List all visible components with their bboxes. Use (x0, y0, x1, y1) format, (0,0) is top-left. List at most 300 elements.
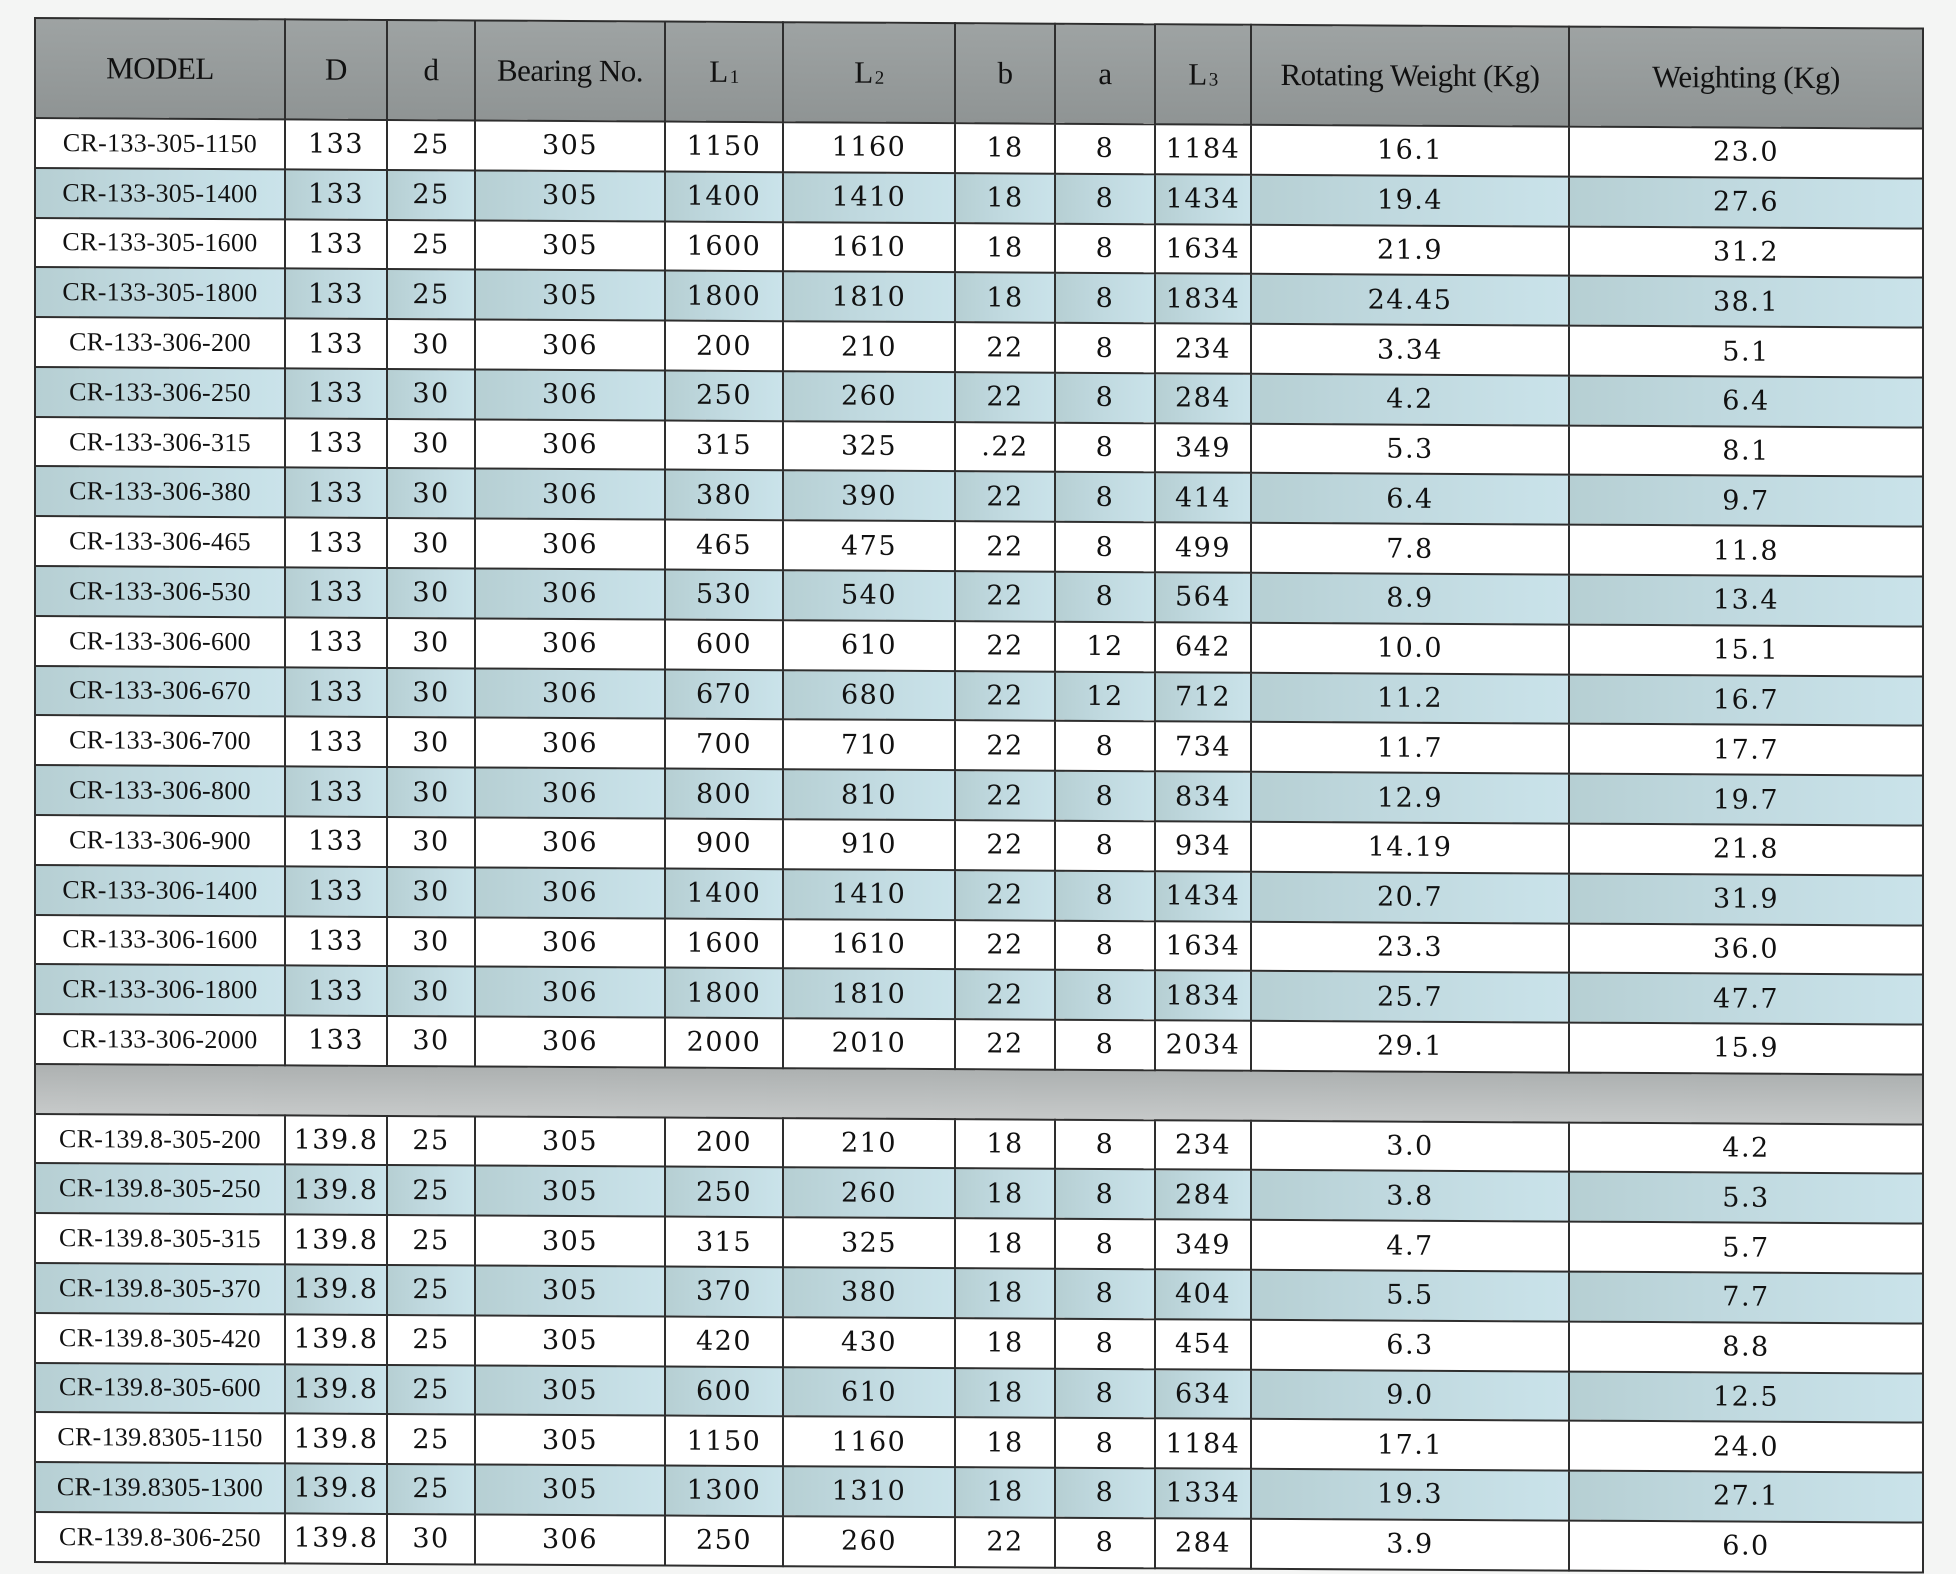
cell-l2: 680 (783, 670, 955, 721)
cell-bearing-no: 306 (475, 967, 665, 1018)
cell-l2: 710 (783, 720, 955, 771)
cell-a: 8 (1055, 821, 1155, 871)
cell-outer-diameter: 139.8 (285, 1215, 387, 1265)
cell-outer-diameter: 133 (285, 169, 387, 219)
header-a: a (1055, 24, 1155, 125)
cell-b: 22 (955, 671, 1055, 721)
cell-l3: 1184 (1155, 1419, 1251, 1469)
cell-l2: 210 (783, 321, 955, 372)
cell-a: 8 (1055, 771, 1155, 821)
cell-l3: 234 (1155, 323, 1251, 373)
cell-outer-diameter: 139.8 (285, 1264, 387, 1314)
cell-bearing-no: 305 (475, 1116, 665, 1167)
cell-b: 22 (955, 770, 1055, 820)
cell-shaft-diameter: 30 (387, 916, 475, 966)
cell-weighting: 38.1 (1569, 276, 1923, 328)
cell-a: 8 (1055, 472, 1155, 522)
cell-outer-diameter: 133 (285, 717, 387, 767)
cell-l1: 700 (665, 719, 783, 769)
cell-l1: 1600 (665, 918, 783, 968)
cell-outer-diameter: 133 (285, 567, 387, 617)
cell-l3: 284 (1155, 1518, 1251, 1569)
cell-shaft-diameter: 30 (387, 668, 475, 718)
cell-b: 18 (955, 1218, 1055, 1268)
cell-l1: 1150 (665, 122, 783, 172)
cell-b: 22 (955, 521, 1055, 571)
cell-l3: 1834 (1155, 274, 1251, 324)
cell-bearing-no: 306 (475, 568, 665, 619)
cell-model: CR-133-306-1400 (35, 865, 285, 916)
cell-rotating-weight: 6.3 (1251, 1320, 1569, 1372)
cell-rotating-weight: 17.1 (1251, 1419, 1569, 1471)
cell-shaft-diameter: 25 (387, 1464, 475, 1514)
cell-rotating-weight: 20.7 (1251, 872, 1569, 924)
cell-model: CR-133-306-1800 (35, 964, 285, 1015)
cell-bearing-no: 306 (475, 369, 665, 420)
cell-bearing-no: 305 (475, 1265, 665, 1316)
cell-weighting: 17.7 (1569, 724, 1923, 776)
header-bearing-no: Bearing No. (475, 20, 665, 121)
cell-l1: 1600 (665, 221, 783, 271)
cell-l1: 315 (665, 420, 783, 470)
cell-model: CR-133-305-1800 (35, 267, 285, 318)
cell-b: 22 (955, 1019, 1055, 1069)
cell-l2: 390 (783, 471, 955, 522)
cell-a: 8 (1055, 223, 1155, 273)
cell-a: 8 (1055, 173, 1155, 223)
cell-rotating-weight: 24.45 (1251, 274, 1569, 326)
cell-model: CR-133-306-1600 (35, 915, 285, 966)
cell-shaft-diameter: 25 (387, 1265, 475, 1315)
cell-a: 8 (1055, 422, 1155, 472)
cell-b: 18 (955, 1119, 1055, 1169)
cell-shaft-diameter: 25 (387, 269, 475, 319)
cell-rotating-weight: 3.8 (1251, 1170, 1569, 1222)
cell-model: CR-133-306-700 (35, 715, 285, 766)
cell-bearing-no: 305 (475, 1415, 665, 1466)
cell-model: CR-133-306-670 (35, 666, 285, 717)
cell-rotating-weight: 4.2 (1251, 374, 1569, 426)
table-row (35, 1512, 1923, 1573)
cell-a: 8 (1055, 273, 1155, 323)
cell-weighting: 21.8 (1569, 824, 1923, 876)
cell-a: 8 (1055, 721, 1155, 771)
cell-l3: 1434 (1155, 174, 1251, 224)
cell-l2: 210 (783, 1118, 955, 1169)
cell-rotating-weight: 5.3 (1251, 423, 1569, 475)
cell-l2: 325 (783, 421, 955, 472)
cell-bearing-no: 305 (475, 170, 665, 221)
cell-shaft-diameter: 25 (387, 1116, 475, 1166)
cell-rotating-weight: 14.19 (1251, 822, 1569, 874)
cell-l1: 250 (665, 1167, 783, 1217)
cell-l3: 1634 (1155, 921, 1251, 971)
cell-weighting: 47.7 (1569, 973, 1923, 1025)
cell-l1: 1150 (665, 1416, 783, 1466)
cell-l1: 900 (665, 818, 783, 868)
cell-bearing-no: 305 (475, 1465, 665, 1516)
cell-l1: 250 (665, 370, 783, 420)
cell-rotating-weight: 11.7 (1251, 722, 1569, 774)
cell-outer-diameter: 139.8 (285, 1414, 387, 1464)
cell-a: 8 (1055, 124, 1155, 174)
cell-l3: 1634 (1155, 224, 1251, 274)
cell-model: CR-139.8-306-250 (35, 1512, 285, 1564)
cell-bearing-no: 306 (475, 1017, 665, 1068)
header-l3: L 3 (1155, 24, 1251, 125)
cell-model: CR-133-306-380 (35, 466, 285, 517)
cell-b: 18 (955, 1268, 1055, 1318)
cell-l2: 260 (783, 371, 955, 422)
cell-weighting: 31.9 (1569, 873, 1923, 925)
roller-spec-table (34, 17, 1924, 1574)
cell-shaft-diameter: 30 (387, 767, 475, 817)
cell-weighting: 4.2 (1569, 1122, 1923, 1174)
cell-b: 22 (955, 920, 1055, 970)
cell-outer-diameter: 133 (285, 468, 387, 518)
cell-model: CR-133-306-2000 (35, 1014, 285, 1065)
cell-bearing-no: 306 (475, 917, 665, 968)
cell-l1: 465 (665, 520, 783, 570)
cell-outer-diameter: 133 (285, 966, 387, 1016)
header-l2: L 2 (783, 22, 955, 123)
cell-model: CR-139.8-305-250 (35, 1163, 285, 1214)
cell-l3: 564 (1155, 572, 1251, 622)
cell-l2: 1610 (783, 919, 955, 970)
cell-outer-diameter: 133 (285, 816, 387, 866)
cell-l1: 315 (665, 1217, 783, 1267)
cell-rotating-weight: 16.1 (1251, 125, 1569, 177)
cell-b: 18 (955, 1318, 1055, 1368)
cell-l3: 1834 (1155, 971, 1251, 1021)
cell-b: 18 (955, 1368, 1055, 1418)
header-shaft-diameter: d (387, 20, 475, 120)
cell-weighting: 7.7 (1569, 1272, 1923, 1324)
cell-l3: 712 (1155, 672, 1251, 722)
cell-a: 8 (1055, 1468, 1155, 1518)
cell-l2: 1410 (783, 869, 955, 920)
cell-rotating-weight: 9.0 (1251, 1369, 1569, 1421)
header-model: MODEL (35, 18, 285, 119)
cell-weighting: 5.3 (1569, 1172, 1923, 1224)
cell-weighting: 8.1 (1569, 425, 1923, 477)
cell-weighting: 5.7 (1569, 1222, 1923, 1274)
cell-l2: 2010 (783, 1018, 955, 1069)
cell-weighting: 36.0 (1569, 923, 1923, 975)
cell-l1: 380 (665, 470, 783, 520)
cell-l3: 2034 (1155, 1020, 1251, 1070)
cell-l1: 800 (665, 769, 783, 819)
cell-a: 8 (1055, 572, 1155, 622)
cell-l2: 380 (783, 1267, 955, 1318)
cell-rotating-weight: 23.3 (1251, 921, 1569, 973)
cell-bearing-no: 305 (475, 1216, 665, 1267)
cell-l1: 670 (665, 669, 783, 719)
cell-outer-diameter: 133 (285, 617, 387, 667)
cell-shaft-diameter: 25 (387, 1215, 475, 1265)
cell-l3: 284 (1155, 1170, 1251, 1220)
cell-a: 8 (1055, 1518, 1155, 1569)
cell-a: 8 (1055, 920, 1155, 970)
cell-outer-diameter: 139.8 (285, 1314, 387, 1364)
cell-bearing-no: 306 (475, 668, 665, 719)
cell-a: 8 (1055, 1119, 1155, 1169)
cell-model: CR-133-306-530 (35, 566, 285, 617)
cell-b: 22 (955, 571, 1055, 621)
cell-shaft-diameter: 25 (387, 120, 475, 170)
cell-a: 8 (1055, 323, 1155, 373)
cell-shaft-diameter: 30 (387, 319, 475, 369)
cell-b: 22 (955, 1517, 1055, 1568)
cell-shaft-diameter: 30 (387, 468, 475, 518)
cell-l2: 610 (783, 620, 955, 671)
cell-weighting: 23.0 (1569, 127, 1923, 179)
cell-l2: 540 (783, 570, 955, 621)
cell-shaft-diameter: 30 (387, 568, 475, 618)
cell-rotating-weight: 12.9 (1251, 772, 1569, 824)
cell-model: CR-133-306-465 (35, 516, 285, 567)
cell-a: 8 (1055, 1368, 1155, 1418)
cell-rotating-weight: 19.3 (1251, 1469, 1569, 1521)
cell-l1: 600 (665, 1366, 783, 1416)
cell-l2: 1410 (783, 172, 955, 223)
cell-bearing-no: 306 (475, 768, 665, 819)
cell-rotating-weight: 25.7 (1251, 971, 1569, 1023)
cell-shaft-diameter: 30 (387, 618, 475, 668)
cell-b: 18 (955, 223, 1055, 273)
cell-outer-diameter: 139.8 (285, 1364, 387, 1414)
cell-outer-diameter: 139.8 (285, 1115, 387, 1165)
cell-l1: 1400 (665, 868, 783, 918)
header-row (35, 18, 1923, 129)
cell-a: 8 (1055, 870, 1155, 920)
cell-b: 22 (955, 372, 1055, 422)
cell-outer-diameter: 139.8 (285, 1513, 387, 1564)
cell-b: 22 (955, 472, 1055, 522)
cell-l3: 734 (1155, 722, 1251, 772)
cell-model: CR-139.8-305-370 (35, 1263, 285, 1314)
cell-rotating-weight: 7.8 (1251, 523, 1569, 575)
cell-l3: 934 (1155, 821, 1251, 871)
cell-l3: 454 (1155, 1319, 1251, 1369)
cell-l2: 260 (783, 1516, 955, 1567)
cell-l3: 349 (1155, 423, 1251, 473)
cell-rotating-weight: 5.5 (1251, 1270, 1569, 1322)
cell-shaft-diameter: 25 (387, 220, 475, 270)
cell-weighting: 13.4 (1569, 575, 1923, 627)
cell-shaft-diameter: 25 (387, 1165, 475, 1215)
cell-rotating-weight: 21.9 (1251, 224, 1569, 276)
cell-shaft-diameter: 30 (387, 817, 475, 867)
cell-outer-diameter: 133 (285, 767, 387, 817)
cell-l3: 642 (1155, 622, 1251, 672)
cell-l1: 250 (665, 1515, 783, 1566)
cell-outer-diameter: 133 (285, 319, 387, 369)
cell-weighting: 12.5 (1569, 1371, 1923, 1423)
cell-bearing-no: 306 (475, 817, 665, 868)
cell-b: 22 (955, 820, 1055, 870)
cell-outer-diameter: 139.8 (285, 1165, 387, 1215)
cell-shaft-diameter: 25 (387, 1414, 475, 1464)
header-b: b (955, 23, 1055, 124)
cell-l3: 404 (1155, 1269, 1251, 1319)
cell-l2: 1310 (783, 1466, 955, 1517)
cell-outer-diameter: 133 (285, 269, 387, 319)
cell-l1: 420 (665, 1316, 783, 1366)
cell-a: 8 (1055, 970, 1155, 1020)
cell-l2: 1810 (783, 272, 955, 323)
cell-rotating-weight: 19.4 (1251, 175, 1569, 227)
cell-l3: 499 (1155, 523, 1251, 573)
cell-l2: 475 (783, 520, 955, 571)
cell-l2: 810 (783, 769, 955, 820)
cell-shaft-diameter: 25 (387, 170, 475, 220)
cell-b: 22 (955, 870, 1055, 920)
cell-bearing-no: 305 (475, 1365, 665, 1416)
cell-rotating-weight: 11.2 (1251, 672, 1569, 724)
cell-model: CR-139.8-305-315 (35, 1213, 285, 1264)
cell-a: 8 (1055, 373, 1155, 423)
cell-l1: 200 (665, 321, 783, 371)
cell-bearing-no: 305 (475, 270, 665, 321)
cell-weighting: 8.8 (1569, 1321, 1923, 1373)
cell-model: CR-133-306-200 (35, 317, 285, 368)
table-body (35, 118, 1923, 1573)
cell-weighting: 19.7 (1569, 774, 1923, 826)
cell-l3: 834 (1155, 771, 1251, 821)
cell-model: CR-133-305-1600 (35, 218, 285, 269)
cell-model: CR-133-305-1400 (35, 168, 285, 219)
cell-model: CR-139.8305-1150 (35, 1412, 285, 1463)
cell-b: 18 (955, 1467, 1055, 1517)
cell-outer-diameter: 133 (285, 667, 387, 717)
cell-a: 8 (1055, 1169, 1155, 1219)
cell-l2: 1610 (783, 222, 955, 273)
cell-weighting: 27.1 (1569, 1471, 1923, 1523)
cell-weighting: 11.8 (1569, 525, 1923, 577)
cell-model: CR-133-306-900 (35, 815, 285, 866)
cell-l3: 1434 (1155, 871, 1251, 921)
cell-weighting: 9.7 (1569, 475, 1923, 527)
cell-bearing-no: 305 (475, 1166, 665, 1217)
cell-model: CR-133-305-1150 (35, 118, 285, 169)
cell-l1: 1400 (665, 171, 783, 221)
cell-rotating-weight: 3.9 (1251, 1519, 1569, 1571)
cell-b: 18 (955, 173, 1055, 223)
cell-weighting: 5.1 (1569, 326, 1923, 378)
cell-b: 22 (955, 322, 1055, 372)
cell-a: 12 (1055, 622, 1155, 672)
cell-weighting: 27.6 (1569, 176, 1923, 228)
cell-l3: 634 (1155, 1369, 1251, 1419)
cell-a: 8 (1055, 1219, 1155, 1269)
cell-shaft-diameter: 30 (387, 1016, 475, 1066)
cell-model: CR-133-306-250 (35, 367, 285, 418)
cell-rotating-weight: 3.0 (1251, 1120, 1569, 1172)
cell-l1: 200 (665, 1117, 783, 1167)
cell-weighting: 31.2 (1569, 226, 1923, 278)
cell-l1: 370 (665, 1266, 783, 1316)
cell-l1: 600 (665, 619, 783, 669)
cell-bearing-no: 306 (475, 320, 665, 371)
cell-outer-diameter: 139.8 (285, 1463, 387, 1513)
cell-l2: 1160 (783, 1416, 955, 1467)
cell-a: 8 (1055, 1269, 1155, 1319)
cell-model: CR-133-306-800 (35, 765, 285, 816)
cell-weighting: 24.0 (1569, 1421, 1923, 1473)
cell-rotating-weight: 8.9 (1251, 573, 1569, 625)
cell-b: 22 (955, 721, 1055, 771)
cell-l3: 1334 (1155, 1468, 1251, 1518)
cell-shaft-diameter: 30 (387, 518, 475, 568)
cell-model: CR-139.8-305-600 (35, 1363, 285, 1414)
cell-l3: 234 (1155, 1120, 1251, 1170)
cell-l2: 260 (783, 1168, 955, 1219)
cell-model: CR-139.8-305-200 (35, 1114, 285, 1165)
cell-outer-diameter: 133 (285, 418, 387, 468)
cell-shaft-diameter: 30 (387, 369, 475, 419)
cell-l3: 414 (1155, 473, 1251, 523)
cell-a: 8 (1055, 1020, 1155, 1070)
cell-l3: 349 (1155, 1219, 1251, 1269)
cell-shaft-diameter: 30 (387, 1514, 475, 1565)
cell-bearing-no: 305 (475, 220, 665, 271)
cell-outer-diameter: 133 (285, 518, 387, 568)
cell-rotating-weight: 3.34 (1251, 324, 1569, 376)
cell-rotating-weight: 4.7 (1251, 1220, 1569, 1272)
cell-l2: 1160 (783, 122, 955, 173)
cell-b: 22 (955, 969, 1055, 1019)
cell-l3: 284 (1155, 373, 1251, 423)
cell-l1: 530 (665, 570, 783, 620)
cell-b: 18 (955, 123, 1055, 173)
cell-a: 8 (1055, 1418, 1155, 1468)
cell-l2: 325 (783, 1217, 955, 1268)
cell-b: 22 (955, 621, 1055, 671)
cell-weighting: 6.4 (1569, 375, 1923, 427)
cell-outer-diameter: 133 (285, 1015, 387, 1065)
cell-shaft-diameter: 25 (387, 1365, 475, 1415)
cell-l2: 610 (783, 1367, 955, 1418)
cell-weighting: 15.1 (1569, 624, 1923, 676)
header-l1: L 1 (665, 22, 783, 123)
cell-bearing-no: 306 (475, 718, 665, 769)
cell-bearing-no: 306 (475, 519, 665, 570)
cell-l2: 430 (783, 1317, 955, 1368)
cell-outer-diameter: 133 (285, 219, 387, 269)
cell-shaft-diameter: 30 (387, 419, 475, 469)
cell-l2: 1810 (783, 968, 955, 1019)
cell-l1: 1800 (665, 968, 783, 1018)
cell-bearing-no: 306 (475, 867, 665, 918)
cell-l2: 910 (783, 819, 955, 870)
spec-sheet (34, 17, 1922, 1574)
cell-a: 8 (1055, 1318, 1155, 1368)
cell-l1: 1800 (665, 271, 783, 321)
header-weighting: Weighting (Kg) (1569, 27, 1923, 129)
cell-shaft-diameter: 30 (387, 867, 475, 917)
cell-a: 8 (1055, 522, 1155, 572)
cell-rotating-weight: 29.1 (1251, 1021, 1569, 1073)
cell-bearing-no: 306 (475, 618, 665, 669)
cell-weighting: 15.9 (1569, 1023, 1923, 1075)
cell-bearing-no: 305 (475, 1315, 665, 1366)
cell-bearing-no: 305 (475, 120, 665, 171)
cell-l1: 2000 (665, 1018, 783, 1068)
cell-a: 12 (1055, 671, 1155, 721)
cell-outer-diameter: 133 (285, 866, 387, 916)
cell-rotating-weight: 6.4 (1251, 473, 1569, 525)
